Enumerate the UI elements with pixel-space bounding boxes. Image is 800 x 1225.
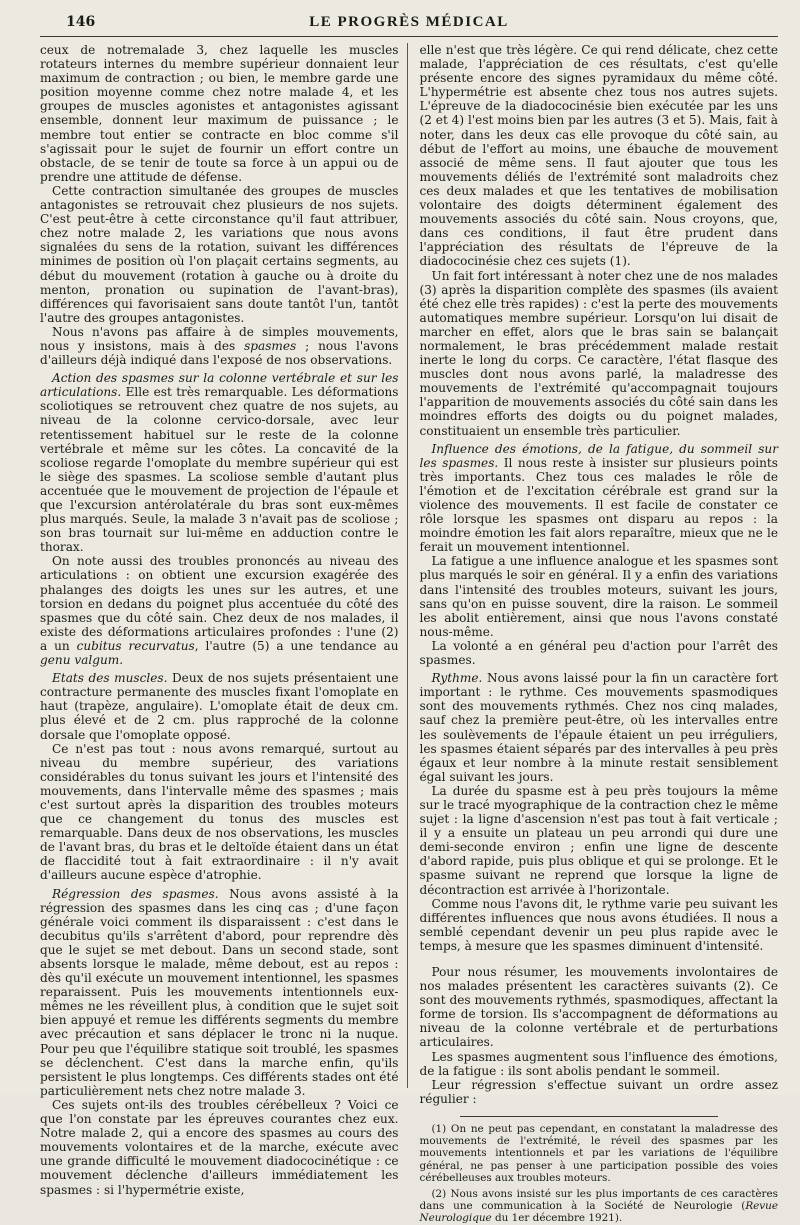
paragraph: elle n'est que très légère. Ce qui rend délicate, chez cette malade, l'appréciation de ces résultats, c'est qu'elle présente encore des signes pyramidaux du même côté. L'hypermétrie est absente chez tous nos autres sujets. L'épreuve de la diadococinésie bien exécutée par les uns (2 et 4) l'est moins bien par les autres (3 et 5). Mais, fait à noter, dans les deux cas elle provoque du côté sain, au début de l'effort au moins, une ébauche de mouvement associé de même sens. Il faut ajouter que tous les mouvements déliés de l'extrémité sont maladroits chez ces deux malades et que les tentatives de mobilisation volontaire des doigts déterminent également des mouvements associés du côté sain. Nous croyons, que, dans ces conditions, il faut être prudent dans l'appréciation des résultats de l'épreuve de la diadococinésie chez ces sujets (1). (419, 43, 778, 269)
paragraph (420, 671, 779, 784)
italic-text: genu valgum (40, 653, 120, 668)
paragraph (40, 671, 399, 741)
text-columns (40, 43, 779, 1225)
paragraph: Leur régression s'effectue suivant un ordre assez régulier : (419, 1077, 778, 1106)
italic-text: cubitus recurvatus (76, 638, 195, 653)
paragraph: Les spasmes augmentent sous l'influence des émotions, de la fatigue : ils sont abolis pendant le sommeil. (419, 1049, 778, 1078)
italic-text: Revue Neurologique (419, 1200, 778, 1225)
footnote (420, 1188, 779, 1225)
right-column (419, 43, 779, 1225)
italic-text: Etats des muscles. (52, 671, 168, 686)
text-run: On note aussi des troubles prononcés au niveau des articulations : on obtient une excursion exagérée des phalanges des doigts les unes sur les autres, et une torsion en dedans du poignet plus accentuée du côté des spasmes que du côté sain. Chez deux de nos malades, il existe des déformations articulaires profondes : l'une (2) a un (40, 554, 399, 653)
text-run: , l'autre (5) a une tendance au (194, 638, 399, 653)
paragraph: La fatigue a une influence analogue et les spasmes sont plus marqués le soir en général. Il y a enfin des variations dans l'intensité des troubles moteurs, suivant les jours, sans qu'on en puisse souvent, dire la raison. Le sommeil les abolit entièrement, ainsi que nous l'avons constaté nous-même. (419, 554, 778, 639)
paragraph (40, 887, 399, 1098)
paragraph (420, 442, 779, 555)
paragraph (40, 325, 399, 367)
journal-title: LE PROGRÈS MÉDICAL (309, 14, 509, 30)
right-column-body (420, 43, 779, 1106)
italic-text: Rythme. (431, 671, 483, 686)
text-run: . (119, 653, 124, 668)
paragraph: Cette contraction simultanée des groupes de muscles antagonistes se retrouvait chez plusieurs de nos sujets. C'est peut-être à cette circonstance qu'il faut attribuer, chez notre malade 2, les variations que nous avons signalées du sens de la rotation, suivant les différences minimes de position où l'on plaçait certains segments, au début du mouvement (rotation à gauche ou à droite du menton, pronation ou supination de l'avant-bras), différences qui favorisaient sans doute tantôt l'un, tantôt l'autre des groupes antagonistes. (40, 183, 399, 325)
footnote: (1) On ne peut pas cependant, en constatant la maladresse des mouvements de l'extrémité, le réveil des spasmes par les mouvements intentionnels et par les variations de l'équilibre général, ne pas penser à une participation possible des voies cérébelleuses aux troubles moteurs. (419, 1122, 778, 1184)
page-header (40, 12, 778, 37)
text-run: Elle est très remarquable. Les déformations scoliotiques se retrouvent chez quatre de nos sujets, au niveau de la colonne cervico-dorsale, avec leur retentissement habituel sur le reste de la colonne vertébrale et même sur les côtes. La concavité de la scoliose regarde l'omoplate du membre supérieur qui est le siège des spasmes. La scoliose semble d'autant plus accentuée que le mouvement de projection de l'épaule et que l'excursion antérolatérale du bras sont eux-mêmes plus marqués. Seule, la malade 3 n'avait pas de scoliose ; son bras tournait sur lui-même en adduction contre le thorax. (40, 385, 399, 555)
paragraph: La durée du spasme est à peu près toujours la même sur le tracé myographique de la contraction chez le même sujet : la ligne d'ascension n'est pas tout à fait verticale ; il y a ensuite un plateau un peu arrondi qui dure une demi-seconde environ ; enfin une ligne de descente d'abord rapide, puis plus oblique et qui se prolonge. Et le spasme suivant ne reprend que lorsque la ligne de décontraction est arrivée à l'horizontale. (419, 783, 778, 897)
paragraph: La volonté a en général peu d'action pour l'arrêt des spasmes. (419, 638, 778, 668)
text-run: Nous avons assisté à la régression des spasmes dans les cinq cas ; d'une façon générale voici comment ils disparaissent : c'est dans le decubitus qu'ils s'arrêtent d'abord, pour reprendre dès que le sujet se met debout. Dans un second stade, sont absents lorsque le malade, même debout, est au repos : dès qu'il exécute un mouvement intentionnel, les spasmes reparaissent. Puis les mouvements intentionnels eux-mêmes ne les réveillent plus, à condition que le sujet soit bien appuyé et remue les différents segments du membre avec précaution et sans déplacer le tronc ni la nuque. Pour peu que l'équilibre statique soit troublé, les spasmes se déclenchent. C'est dans la marche enfin, qu'ils persistent le plus longtemps. Ces différents stades ont été particulièrement nets chez notre malade 3. (40, 886, 399, 1098)
text-run: Nous avons laissé pour la fin un caractère fort important : le rythme. Ces mouvements spasmodiques sont des mouvements rythmés. Chez nos cinq malades, sauf chez la première peut-être, où les intervalles entre les soulèvements de l'épaule étaient un peu irréguliers, les spasmes étaient séparés par des intervalles à peu près égaux et leur nombre à la minute restait sensiblement égal suivant les jours. (419, 671, 778, 784)
page-number: 146 (66, 14, 96, 30)
paragraph: Ces sujets ont-ils des troubles cérébelleux ? Voici ce que l'on constate par les épreuves courantes chez eux. Notre malade 2, qui a encore des spasmes au cours des mouvements volontaires et de la marche, exécute avec une grande difficulté le mouvement diadococinétique : ce mouvement déclenche d'ailleurs immédiatement les spasmes : si l'hypermétrie existe, (40, 1097, 399, 1197)
footnote-divider (460, 1116, 718, 1117)
paragraph (40, 371, 399, 554)
italic-text: Régression des spasmes. (52, 886, 219, 901)
paragraph: ceux de notremalade 3, chez laquelle les muscles rotateurs internes du membre supérieur donnaient leur maximum de contraction ; ou bien, le membre garde une position moyenne comme chez notre malade 4, et les groupes de muscles agonistes et antagonistes agissant ensemble, donnent leur maximum de puissance ; le membre tout entier se contracte en bloc comme s'il s'agissait pour le sujet de fournir un effort contre un obstacle, de se tenir de toute sa force à un appui ou de prendre une attitude de défense. (40, 43, 399, 184)
text-run: du 1er décembre 1921). (491, 1212, 623, 1225)
paragraph: Comme nous l'avons dit, le rythme varie peu suivant les différentes influences que nous avons étudiées. Il nous a semblé cependant devenir un peu plus rapide avec le temps, à mesure que les spasmes diminuent d'intensité. (419, 896, 778, 953)
text-run: (2) Nous avons insisté sur les plus importants de ces caractères dans une communication à la Société de Neurologie ( (419, 1187, 778, 1213)
spacer (420, 953, 779, 965)
text-run: Nous n'avons pas affaire à de simples mouvements, nous y insistons, mais à des (40, 324, 399, 353)
footnotes (420, 1123, 779, 1225)
paragraph: Ce n'est pas tout : nous avons remarqué, surtout au niveau du membre supérieur, des variations considérables du tonus suivant les jours et l'intensité des mouvements, dans l'intervalle même des spasmes ; mais c'est surtout après la disparition des troubles moteurs que ce changement du tonus des muscles est remarquable. Dans deux de nos observations, les muscles de l'avant bras, du bras et le deltoïde étaient dans un état de flaccidité tout à fait extraordinaire : il n'y avait d'ailleurs aucune espèce d'atrophie. (40, 741, 399, 883)
paragraph (40, 554, 399, 667)
italic-text: spasmes (244, 338, 297, 353)
italic-text: Action des spasmes sur la colonne vertébrale et sur les articulations. (40, 371, 399, 400)
paragraph: Un fait fort intéressant à noter chez une de nos malades (3) après la disparition complète des spasmes (ils avaient été chez elle très rapides) : c'est la perte des mouvements automatiques membre supérieur. Lorsqu'on lui disait de marcher en effet, alors que le bras sain se balançait normalement, le bras précédemment malade restait inerte le long du corps. Ce caractère, l'état flasque des muscles dont nous avons parlé, la maladresse des mouvements de l'extrémité qu'accompagnait toujours l'apparition de mouvements associés du côté sain dans les moindres efforts des doigts ou du poignet malades, constituaient un ensemble très particulier. (419, 268, 778, 438)
left-column (40, 43, 408, 1197)
paragraph: Pour nous résumer, les mouvements involontaires de nos malades présentent les caractères suivants (2). Ce sont des mouvements rythmés, spasmodiques, affectant la forme de torsion. Ils s'accompagnent de déformations au niveau de la colonne vertébrale et de perturbations articulaires. (419, 965, 778, 1050)
text-run: Deux de nos sujets présentaient une contracture permanente des muscles fixant l'omoplate en haut (trapèze, angulaire). L'omoplate était de deux cm. plus élevé et de 2 cm. plus rapproché de la colonne dorsale que l'omoplate opposé. (40, 671, 399, 742)
text-run: Il nous reste à insister sur plusieurs points très importants. Chez tous ces malades le rôle de l'émotion et de l'excitation cérébrale est grand sur la violence des mouvements. Il est facile de constater ce rôle lorsque les spasmes ont disparu au repos : la moindre émotion les fait alors reparaître, mieux que ne le ferait un mouvement intentionnel. (419, 455, 779, 555)
text-run: ; nous l'avons d'ailleurs déjà indiqué dans l'exposé de nos observations. (40, 338, 399, 368)
italic-text: Influence des émotions, de la fatigue, du sommeil sur les spasmes. (419, 441, 778, 470)
